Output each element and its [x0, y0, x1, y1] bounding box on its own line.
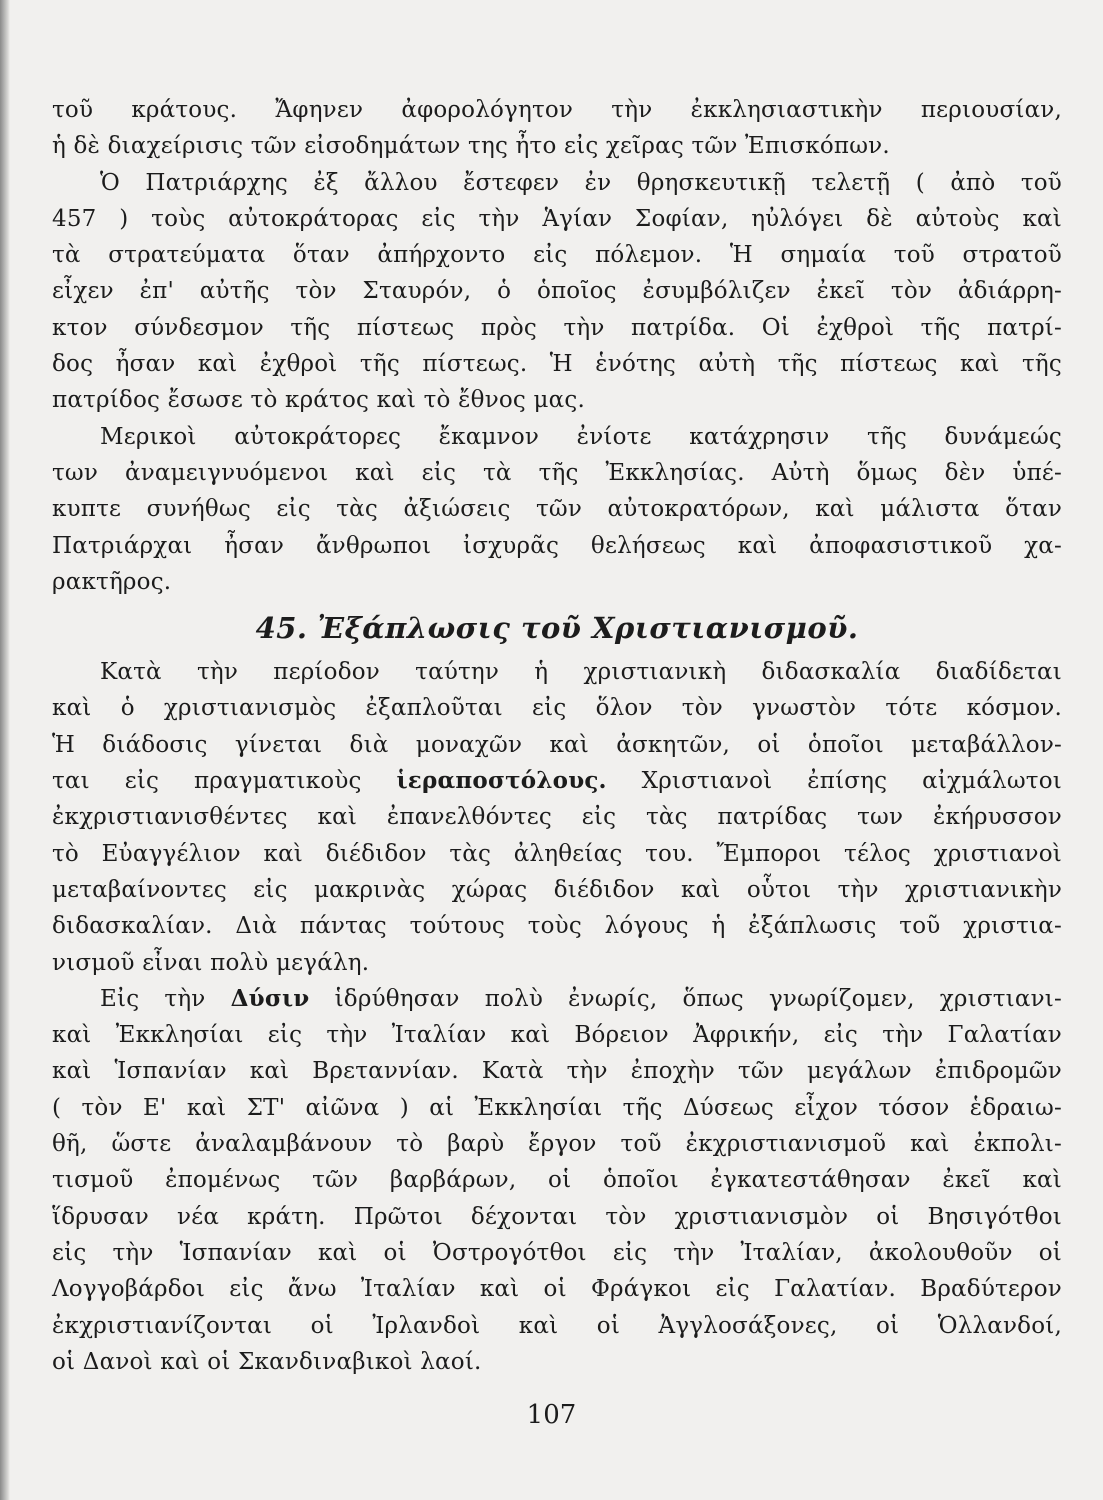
- text-line: διδασκαλίαν. Διὰ πάντας τούτους τοὺς λόγους ἡ ἐξάπλωσις τοῦ χριστια-: [52, 913, 1062, 940]
- text-line: [52, 981, 1062, 1017]
- page-edge-shadow: [0, 0, 10, 1500]
- text-line: Κατὰ τὴν περίοδον ταύτην ἡ χριστιανικὴ διδασκαλία διαδίδεται: [100, 659, 1062, 686]
- text-run: ἱδρύθησαν πολὺ ἐνωρίς, ὅπως γνωρίζομεν, χριστιανι-: [309, 985, 1062, 1012]
- text-line: ἐκχριστιανίζονται οἱ Ἰρλανδοὶ καὶ οἱ Ἀγγλοσάξονες, οἱ Ὁλλανδοί,: [52, 1312, 1062, 1339]
- book-page: [52, 92, 1062, 1380]
- text-line: Ἡ διάδοσις γίνεται διὰ μοναχῶν καὶ ἀσκητῶν, οἱ ὁποῖοι μεταβάλλον-: [52, 731, 1062, 758]
- text-line: νισμοῦ εἶναι πολὺ μεγάλη.: [52, 949, 370, 976]
- text-line: ἐκχριστιανισθέντες καὶ ἐπανελθόντες εἰς τὰς πατρίδας των ἐκήρυσσον: [52, 804, 1062, 831]
- text-line: των ἀναμειγνυόμενοι καὶ εἰς τὰ τῆς Ἐκκλησίας. Αὐτὴ ὅμως δὲν ὑπέ-: [52, 459, 1062, 486]
- text-line: ( τὸν Ε' καὶ ΣΤ' αἰῶνα ) αἱ Ἐκκλησίαι τῆς Δύσεως εἶχον τόσον ἑδραιω-: [52, 1094, 1062, 1121]
- text-line: θῆ, ὥστε ἀναλαμβάνουν τὸ βαρὺ ἔργον τοῦ ἐκχριστιανισμοῦ καὶ ἐκπολι-: [52, 1131, 1062, 1158]
- paragraph-1: [52, 92, 1062, 165]
- text-line: τοῦ κράτους. Ἄφηνεν ἀφορολόγητον τὴν ἐκκλησιαστικὴν περιουσίαν,: [52, 97, 1062, 123]
- text-run: ται εἰς πραγματικοὺς: [52, 768, 397, 795]
- paragraph-5: [52, 981, 1062, 1380]
- text-line: εἶχεν ἐπ' αὐτῆς τὸν Σταυρόν, ὁ ὁποῖος ἐσυμβόλιζεν ἐκεῖ τὸν ἀδιάρρη-: [52, 278, 1062, 305]
- text-line: [52, 763, 1062, 799]
- text-run: Εἰς τὴν: [100, 985, 231, 1012]
- text-line: τισμοῦ ἐπομένως τῶν βαρβάρων, οἱ ὁποῖοι ἐγκατεστάθησαν ἐκεῖ καὶ: [52, 1167, 1062, 1194]
- text-line: δος ἦσαν καὶ ἐχθροὶ τῆς πίστεως. Ἡ ἑνότης αὐτὴ τῆς πίστεως καὶ τῆς: [52, 351, 1062, 378]
- text-line: εἰς τὴν Ἱσπανίαν καὶ οἱ Ὀστρογότθοι εἰς τὴν Ἰταλίαν, ἀκολουθοῦν οἱ: [52, 1239, 1062, 1266]
- section-number: 45.: [255, 611, 308, 646]
- text-line: Μερικοὶ αὐτοκράτορες ἔκαμνον ἐνίοτε κατάχρησιν τῆς δυνάμεώς: [100, 423, 1062, 450]
- section-title: Ἐξάπλωσις τοῦ Χριστιανισμοῦ.: [317, 611, 859, 646]
- text-line: καὶ Ἱσπανίαν καὶ Βρεταννίαν. Κατὰ τὴν ἐποχὴν τῶν μεγάλων ἐπιδρομῶν: [52, 1058, 1062, 1085]
- text-line: οἱ Δανοὶ καὶ οἱ Σκανδιναβικοὶ λαοί.: [52, 1348, 482, 1375]
- section-heading: [52, 602, 1062, 654]
- text-line: Ὁ Πατριάρχης ἐξ ἄλλου ἔστεφεν ἐν θρησκευτικῇ τελετῇ ( ἀπὸ τοῦ: [100, 169, 1062, 196]
- paragraph-2: [52, 165, 1062, 419]
- paragraph-3: [52, 419, 1062, 600]
- text-line: καὶ ὁ χριστιανισμὸς ἐξαπλοῦται εἰς ὅλον τὸν γνωστὸν τότε κόσμον.: [52, 695, 1062, 722]
- bold-term-missionaries: ἱεραποστόλους.: [396, 767, 607, 795]
- text-line: Πατριάρχαι ἦσαν ἄνθρωποι ἰσχυρᾶς θελήσεως καὶ ἀποφασιστικοῦ χα-: [52, 532, 1062, 559]
- bold-term-west: Δύσιν: [230, 984, 310, 1012]
- text-run: Χριστιανοὶ ἐπίσης αἰχμάλωτοι: [606, 768, 1062, 795]
- text-line: καὶ Ἐκκλησίαι εἰς τὴν Ἰταλίαν καὶ Βόρειον Ἀφρικήν, εἰς τὴν Γαλατίαν: [52, 1022, 1062, 1049]
- text-line: ρακτῆρος.: [52, 568, 172, 595]
- page-number: 107: [526, 1400, 577, 1430]
- text-line: κτον σύνδεσμον τῆς πίστεως πρὸς τὴν πατρίδα. Οἱ ἐχθροὶ τῆς πατρί-: [52, 314, 1062, 341]
- text-line: κυπτε συνήθως εἰς τὰς ἀξιώσεις τῶν αὐτοκρατόρων, καὶ μάλιστα ὅταν: [52, 496, 1062, 523]
- text-line: τὰ στρατεύματα ὅταν ἀπήρχοντο εἰς πόλεμον. Ἡ σημαία τοῦ στρατοῦ: [52, 242, 1062, 269]
- text-line: ἡ δὲ διαχείρισις τῶν εἰσοδημάτων της ἦτο εἰς χεῖρας τῶν Ἐπισκόπων.: [52, 133, 890, 160]
- text-line: 457 ) τοὺς αὐτοκράτορας εἰς τὴν Ἁγίαν Σοφίαν, ηὐλόγει δὲ αὐτοὺς καὶ: [52, 205, 1062, 232]
- paragraph-4: [52, 654, 1062, 981]
- text-line: μεταβαίνοντες εἰς μακρινὰς χώρας διέδιδον καὶ οὗτοι τὴν χριστιανικὴν: [52, 876, 1062, 903]
- text-line: πατρίδος ἔσωσε τὸ κράτος καὶ τὸ ἔθνος μας.: [52, 387, 585, 414]
- text-line: τὸ Εὐαγγέλιον καὶ διέδιδον τὰς ἀληθείας του. Ἔμποροι τέλος χριστιανοὶ: [52, 840, 1062, 867]
- text-line: ἵδρυσαν νέα κράτη. Πρῶτοι δέχονται τὸν χριστιανισμὸν οἱ Βησιγότθοι: [52, 1203, 1062, 1230]
- text-line: Λογγοβάρδοι εἰς ἄνω Ἰταλίαν καὶ οἱ Φράγκοι εἰς Γαλατίαν. Βραδύτερον: [52, 1276, 1062, 1303]
